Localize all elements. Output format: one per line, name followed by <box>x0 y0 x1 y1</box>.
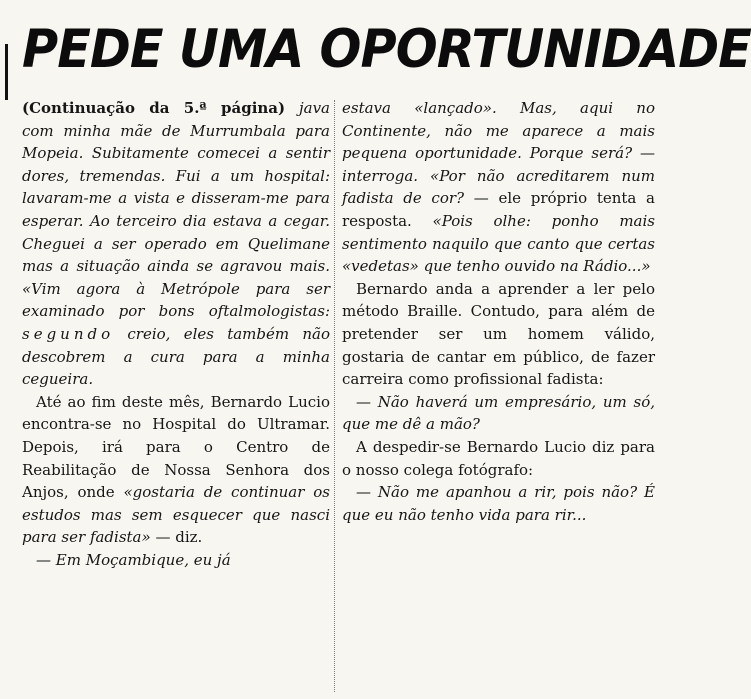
hospital-paragraph <box>22 391 330 549</box>
quote-spaced-word: segundo <box>22 324 115 343</box>
farewell-paragraph: A despedir-se Bernardo Lucio diz para o nosso colega fotógrafo: <box>342 437 655 479</box>
launched-aside: ele próprio tenta a resposta. <box>342 189 655 230</box>
right-column <box>342 97 655 526</box>
impresario-question: — Não haverá um empresário, um só, que me dê a mão? <box>342 392 655 434</box>
quote-text-a: java com minha mãe de Murrumbala para Mopeia. Subitamente comecei a sentir dores, tremendas. Fui a um hospital: lavaram-me a vista e disseram-me para esperar. Ao terceiro dia estava a cegar. Cheguei a ser operado em Quelimane mas a situação ainda se agravou mais. «Vim agora à Metrópole para ser examinado por bons oftalmologistas: <box>22 99 330 321</box>
closing-quote: — Não me apanhou a rir, pois não? É que eu não tenho vida para rir... <box>342 483 655 524</box>
column-divider <box>334 100 335 692</box>
hospital-quote: «gostaria de continuar os estudos mas sem esquecer que nasci para ser fadista» <box>22 483 330 547</box>
left-edge-rule <box>5 44 8 100</box>
launched-quote: estava «lançado». Mas, aqui no Continente, não me aparece a mais pequena oportunidade. Porque será? — interroga. «Por não acreditarem num fadista de cor? — <box>342 99 655 208</box>
article-headline: PEDE UMA OPORTUNIDADE <box>22 19 751 80</box>
hospital-said: — diz. <box>150 528 203 547</box>
launched-paragraph <box>342 97 655 278</box>
mozambique-paragraph: — Em Moçambique, eu já <box>36 550 231 569</box>
braille-paragraph: Bernardo anda a aprender a ler pelo método Braille. Contudo, para além de pretender ser um homem válido, gostaria de cantar em público, de fazer carreira como profissional fadista: <box>342 279 655 389</box>
continuation-paragraph <box>22 97 330 391</box>
hospital-text: Até ao fim deste mês, Bernardo Lucio encontra-se no Hospital do Ultramar. Depois, irá para o Centro de Reabilitação de Nossa Senhora dos Anjos, onde <box>22 392 330 502</box>
left-column <box>22 97 330 571</box>
quote-text-b: creio, eles também não descobrem a cura para a minha cegueira. <box>22 324 330 389</box>
continuation-label: (Continuação da 5.ª página) <box>22 99 286 117</box>
launched-answer: «Pois olhe: ponho mais sentimento naquilo que canto que certas «vedetas» que tenho ouvido na Rádio...» <box>342 211 655 276</box>
